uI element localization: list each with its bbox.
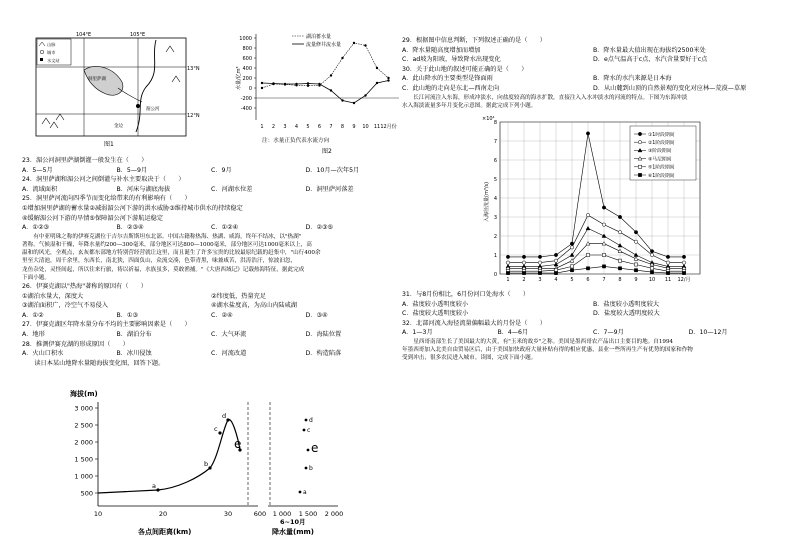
option-row <box>402 84 784 94</box>
fig4-marker <box>538 255 541 258</box>
fig3-point-label: c <box>214 425 218 433</box>
fig4-ytick-label: 0 <box>493 271 497 278</box>
fig2-series-flow-point <box>284 83 286 85</box>
question-stem: 24．洞里萨湖和湄公河之间倒灌与补水主要取决于（ ） <box>22 176 185 184</box>
option: ①湖泊水量大，深度大 <box>22 292 84 300</box>
option-row <box>22 301 400 311</box>
fig3-precip-label: c <box>307 427 311 434</box>
question-stem: 27．伊赛克湖区年降水量分布不均的主要影响因素是（ ） <box>22 321 191 329</box>
option: B．降水的水汽来源是日本海 <box>593 75 672 83</box>
fig4-marker <box>682 271 685 274</box>
option: ④湖水盐度高，为高山内陆咸湖 <box>211 302 297 310</box>
option-row <box>402 46 784 56</box>
option: B．冰川侵蚀 <box>116 350 152 358</box>
fig4-series-line <box>508 244 684 269</box>
option-row <box>22 185 400 195</box>
fig3-xtick-label-right: 1 000 <box>272 510 292 518</box>
map-svg <box>26 32 200 150</box>
fig2-xtick-label: 3 <box>283 124 287 130</box>
fig2-series-storage-point <box>330 74 332 76</box>
fig4-marker <box>618 267 621 270</box>
fig3-precip-point <box>303 429 306 432</box>
fig3-precip-label: a <box>303 489 307 496</box>
option: A．降水量随高度增加而增加 <box>402 46 481 54</box>
fig3-ytick-label: 1 500 <box>74 455 93 464</box>
option: C．②④ <box>211 311 233 319</box>
option-row <box>22 166 400 176</box>
fig4-marker <box>618 243 622 247</box>
city-label: 金边 <box>114 124 123 129</box>
fig2-ytick-label: -400 <box>240 105 252 112</box>
fig2-ytick-label: 0 <box>248 85 252 92</box>
fig4-marker <box>554 253 557 256</box>
altitude-profile <box>98 420 240 493</box>
fig4-ylabel: 入海径流量(m³/s) <box>484 181 490 222</box>
fig2-svg <box>234 28 406 160</box>
fig2-series-storage-point <box>261 87 263 89</box>
fig4-marker <box>634 263 637 266</box>
option: C．河流改道 <box>211 350 247 358</box>
option-row <box>402 74 784 84</box>
option: D．10月—次年5月 <box>305 166 360 174</box>
option: B．5—9月 <box>116 166 148 174</box>
option: D．10—12月 <box>688 329 728 337</box>
fig3-point-label: d <box>222 412 227 420</box>
legend-city: 城市 <box>47 50 56 55</box>
option: B．河床与湖底海拔 <box>116 185 171 193</box>
option: B．降水量最大值出现在海拔约2500米处 <box>593 46 706 54</box>
fig4-marker <box>554 262 558 266</box>
river-mekong <box>136 40 156 132</box>
option: D．②③⑤ <box>305 224 334 232</box>
fig4-series-line <box>508 228 684 266</box>
fig3-point <box>156 488 159 491</box>
option: D．洞里萨河落差 <box>305 185 354 193</box>
fig4-ytick-label: 7 <box>493 138 497 145</box>
fig2-xtick-label: 8 <box>340 124 345 130</box>
fig3-point <box>208 466 211 469</box>
fig4-marker <box>522 271 525 274</box>
fig4-ytick-label: 6 <box>493 157 497 164</box>
option: A．盐度较小透明度较小 <box>402 300 469 308</box>
fig2-series-flow-point <box>376 82 378 84</box>
passage-line: 下面小题。 <box>22 274 50 281</box>
option: B．湖泊分布 <box>116 330 152 338</box>
fig3-xtick-label-right: 2 000 <box>324 510 344 518</box>
fig3-point-label: a <box>152 482 156 490</box>
fig3-point-label: e <box>234 437 242 451</box>
legend-station: 水文站 <box>47 58 60 63</box>
fig4-marker <box>586 226 590 230</box>
fig3-xtick-label-right: 600 <box>253 510 267 518</box>
fig4-marker <box>570 269 573 272</box>
option: A．5—5月 <box>22 166 53 174</box>
fig3-ytick-label: 3 000 <box>74 404 93 413</box>
fig4-marker <box>602 223 605 226</box>
left-questions-block <box>22 156 400 368</box>
question-stem: 29．根据图中信息判断，下列叙述正确的是（ ） <box>402 37 546 44</box>
fig4-marker <box>586 267 589 270</box>
figure-4-chart <box>480 110 710 290</box>
fig3-xtick-label: 10 <box>93 510 103 518</box>
option: B．4—6月 <box>497 329 529 337</box>
fig2-series-flow <box>262 81 389 104</box>
fig4-marker <box>634 257 638 261</box>
fig4-marker <box>538 271 541 274</box>
option: A．①② <box>22 311 44 319</box>
fig4-xtick-label: 6 <box>586 276 590 283</box>
fig3-point-label: b <box>204 460 209 468</box>
option: B．①③ <box>116 311 139 319</box>
fig2-series-flow-point <box>353 102 355 104</box>
option-row <box>22 292 400 302</box>
fig2-series-flow-point <box>295 83 297 85</box>
fig4-xtick-label: 10 <box>648 276 656 283</box>
fig2-xtick-label: 10 <box>362 124 369 130</box>
fig2-series-flow-point <box>341 99 343 101</box>
fig4-marker <box>638 140 641 143</box>
fig4-marker <box>570 253 574 257</box>
fig4-legend-label: ①1时段期间 <box>648 132 675 138</box>
fig4-xtick-label: 1 <box>506 276 510 283</box>
passage-line: 里至大清池，周千余里，东西长，南北狭，四面负山，众流交凑，色带青黑，味兼咸苦，洪涛浩汗，惊波汩忽， <box>22 258 297 265</box>
fig3-xlabel-left: 各点间距离(km) <box>138 528 192 536</box>
fig2-ytick-label: 400 <box>242 65 252 72</box>
question-stem: 31．与8月份相比，6月份河口处海水（ ） <box>402 290 530 298</box>
fig4-legend-label: ③阶段期间 <box>648 149 672 155</box>
fig4-marker <box>634 230 637 233</box>
fig4-marker <box>554 259 557 262</box>
fig4-series-line <box>508 215 684 263</box>
fig2-series-storage-point <box>376 67 378 69</box>
fig2-series-flow-point <box>272 82 274 84</box>
question-stem: 25．洞里萨河流向四季节而变化给带来的有利影响有（ ） <box>22 195 191 203</box>
fig3-xtick-label: 30 <box>223 510 233 518</box>
fig4-marker <box>602 265 605 268</box>
fig4-ytick-label: 5 <box>493 176 497 183</box>
fig3-precip-point <box>307 449 310 452</box>
fig3-ytick-label: 2 000 <box>74 438 93 447</box>
fig4-marker <box>538 261 541 264</box>
lake-label: 洞里萨湖 <box>88 77 106 82</box>
question-stem: 30．关于此山地的叙述可能正确的是（ ） <box>402 65 528 73</box>
fig3-svg <box>68 388 378 546</box>
option: C．9月 <box>211 166 232 174</box>
fig2-ytick-label: 800 <box>242 45 252 52</box>
fig4-marker <box>638 165 641 168</box>
fig4-marker <box>682 255 685 258</box>
fig4-xtick-label: 12/月 <box>677 276 691 283</box>
fig4-marker <box>666 255 669 258</box>
fig4-xtick-label: 9 <box>634 276 638 283</box>
fig2-series-storage-point <box>341 57 343 59</box>
fig2-series-flow-point <box>364 94 366 96</box>
fig2-ytick-label: -200 <box>240 95 252 102</box>
option: C．7—9月 <box>593 329 624 337</box>
fig3-ytick-label: 1 000 <box>74 472 93 481</box>
fig4-marker <box>522 255 525 258</box>
fig3-precip-label: b <box>309 465 313 472</box>
fig3-xtick-label: 20 <box>158 510 168 518</box>
legend-mountain: 山脉 <box>47 42 56 47</box>
option-row <box>22 311 400 321</box>
lon-label-2: 105°E <box>130 32 146 38</box>
fig2-series-storage-point <box>364 44 366 46</box>
fig4-marker <box>638 132 641 135</box>
question-stem: 26．伊赛克湖以"热海"著称的原因有（ ） <box>22 282 147 290</box>
fig2-series-flow-point <box>318 83 320 85</box>
fig1-caption: 图1 <box>104 141 114 148</box>
fig4-yunit: ×10⁴ <box>482 115 495 122</box>
option: A．①②③ <box>22 224 50 232</box>
fig4-marker <box>570 265 573 268</box>
option-row <box>22 349 400 359</box>
fig4-ytick-label: 3 <box>493 214 497 221</box>
option: ①增加洞里萨湖的蓄水量②减弱湄公河下游的洪水威胁③维持城市供水的持续稳定 <box>22 204 243 212</box>
figure-3-chart <box>68 388 378 546</box>
fig4-marker <box>586 132 589 135</box>
fig4-ytick-label: 2 <box>493 233 497 240</box>
option: A．火山口积水 <box>22 350 64 358</box>
fig4-legend-label: ⑥1阶段期间 <box>648 173 675 179</box>
passage-issyk-kul <box>22 233 400 282</box>
fig2-xtick-label: 4 <box>294 124 299 130</box>
fig2-ytick-label: 200 <box>242 75 252 82</box>
fig3-precip-point <box>305 419 308 422</box>
fig3-ylabel: 海拔(m) <box>70 390 98 398</box>
option: C．河湖水位差 <box>211 185 253 193</box>
fig4-marker <box>666 261 669 264</box>
option: A．此山降水的主要类型是锋面雨 <box>402 75 493 83</box>
fig4-marker <box>650 270 653 273</box>
question-stem: 32．北部河流入海径流量偏幅最大的月份是（ ） <box>402 319 546 327</box>
fig4-ytick-label: 1 <box>493 252 497 259</box>
fig4-legend-label: ②1阶段期间 <box>648 140 675 146</box>
fig3-ytick-label: 2 500 <box>74 421 93 430</box>
passage-line: 受到冲击，很多农民进入城市。读图，完成下面小题。 <box>402 355 537 362</box>
right-column <box>402 36 784 363</box>
fig2-xtick-label: 9 <box>352 124 356 130</box>
passage-yangtze <box>402 94 784 110</box>
passage-mexico <box>402 338 784 363</box>
fig4-marker <box>570 246 573 249</box>
fig4-legend-label: ⑤1阶段期间 <box>648 165 675 171</box>
fig3-precip-point <box>299 491 302 494</box>
option-row <box>22 223 400 233</box>
fig4-marker <box>618 215 621 218</box>
lat-label-1: 13°N <box>187 66 200 72</box>
fig4-legend-label: ④马尼期间 <box>648 157 672 163</box>
passage-line: 水入海淡流量多年月变化示意图。据此完成下列小题。 <box>402 102 537 109</box>
option: B．盐度较小透明度较大 <box>593 300 660 308</box>
fig4-xtick-label: 2 <box>522 276 526 283</box>
option: A．流域面积 <box>22 185 58 193</box>
fig4-xtick-label: 3 <box>538 276 542 283</box>
fig4-marker <box>554 271 557 274</box>
passage-line: 长江河流注入东海，形成冲淡水，向盐度较高的海水扩散，直接注入入水冲淡水的河流的特点。下图为东海冲淡 <box>402 94 688 101</box>
fig4-marker <box>666 271 669 274</box>
fig3-ytick-label: 500 <box>80 489 93 498</box>
fig3-xlabel-right: 降水量(mm) <box>272 528 314 536</box>
question-list-4 <box>402 290 784 338</box>
option-row <box>22 330 400 340</box>
fig2-ytick-label: 600 <box>242 55 252 62</box>
fig4-marker <box>602 253 605 256</box>
fig3-point <box>218 431 221 434</box>
question-stem: 28．推测伊赛克湖的形成原因（ ） <box>22 340 129 348</box>
option: C．①②④ <box>211 224 239 232</box>
fig2-legend-2: 流量修井流水量 <box>306 42 342 48</box>
option: D．盐度较大透明度较大 <box>593 310 660 318</box>
intro-fig3: 读日本某山地降水量随海拔变化图，回答下题。 <box>22 359 165 367</box>
fig4-xtick-label: 4 <box>554 276 558 283</box>
fig4-series-line <box>508 266 684 273</box>
option: D．e点气温高于c点，水汽含量要好于c点 <box>593 56 708 64</box>
fig2-series-flow-point <box>330 89 332 91</box>
fig4-marker <box>638 173 641 176</box>
option: D．海陆位置 <box>305 330 342 338</box>
city-marker <box>136 104 140 108</box>
fig4-xtick-label: 7 <box>602 276 606 283</box>
fig4-marker <box>618 230 621 233</box>
fig4-ytick-label: 8 <box>493 119 497 126</box>
fig2-xtick-label: 11 <box>373 124 381 130</box>
passage-line: 年墨西哥加入北美自由贸易区后，由于美国加快政府大量补贴有得的相应优惠，县业一些所再生产有优势的国家和作物 <box>402 347 693 354</box>
question-list-2 <box>22 282 400 359</box>
fig4-ytick-label: 4 <box>493 195 497 202</box>
fig2-xtick-label: 2 <box>271 124 276 130</box>
fig3-xlabel-right-sub: 6~10月 <box>280 518 306 526</box>
figure-2-chart <box>234 28 406 160</box>
fig4-marker <box>586 253 589 256</box>
passage-line: 温和的风光，全观点，玄灰都东部地方特别营经营就让这里，而且诞生了许多宝贵的比较最原纪载的赶集中，"山行400余 <box>22 250 321 257</box>
fig2-ylabel: 水量/亿m³ <box>236 66 242 90</box>
fig3-point <box>226 418 229 421</box>
fig4-marker <box>506 271 509 274</box>
fig4-marker <box>506 261 509 264</box>
river-label: 湄公河 <box>146 107 160 112</box>
fig4-marker <box>586 213 589 216</box>
fig4-svg <box>480 110 710 290</box>
option: ②纬度低，热量充足 <box>211 292 267 300</box>
option: C．盐度较大透明度较小 <box>402 310 469 318</box>
fig4-marker <box>634 240 637 243</box>
option: ④缓解湄公河下游的旱情⑤保障湄公河下游航运稳定 <box>22 214 164 222</box>
fig2-xtick-label: 6 <box>317 124 322 130</box>
fig2-ytick-label: 1000 <box>239 35 252 42</box>
fig3-xtick-label-right: 1 500 <box>298 510 318 518</box>
option: A．地形 <box>22 330 45 338</box>
fig2-xtick-label: 12月份 <box>380 124 397 130</box>
option: D．构造陷落 <box>305 350 342 358</box>
fig4-marker <box>634 269 637 272</box>
fig2-series-storage-point <box>307 85 309 87</box>
passage-line: 著称。气候湿和干燥，年降水量约200—300毫米，部分地区可达800—1000毫米，部分地区可达1000毫米以上，高 <box>22 241 312 248</box>
fig4-xtick-label: 8 <box>618 276 622 283</box>
option: A．1—3月 <box>402 329 433 337</box>
question-list-3 <box>402 36 784 94</box>
passage-line: 有中亚明珠之称的伊赛克湖位于吉尔吉斯斯坦东北部。中国古籍称热海、热湖、咸海，终年不结冰，以"热湖" <box>22 233 302 240</box>
fig4-marker <box>522 261 525 264</box>
lon-label-1: 104°E <box>76 32 92 38</box>
option: B．②③④ <box>116 224 144 232</box>
fig2-series-storage-point <box>353 42 355 44</box>
option-row <box>402 328 784 338</box>
option: ③湖泊面积广，冷空气不易侵入 <box>22 302 108 310</box>
fig4-marker <box>618 259 621 262</box>
fig3-precip-label: e <box>311 441 319 455</box>
passage-line: 星西哥南部生长了美国最大的大黄，有"玉米的故乡"之称。美国是墨西哥农产品出口主要目的地。自1994 <box>402 338 674 345</box>
fig2-caption: 图2 <box>322 148 332 155</box>
option: C．此山地的走向是东北—西南走向 <box>402 84 500 92</box>
fig4-marker <box>682 261 685 264</box>
fig4-marker <box>634 253 638 257</box>
fig4-marker <box>602 206 605 209</box>
option-row <box>402 300 784 310</box>
fig4-marker <box>650 253 653 256</box>
fig2-xtick-label: 5 <box>306 124 310 130</box>
question-stem: 23．湄公河洞里萨湖倒灌一般发生在（ ） <box>22 157 148 164</box>
fig2-xtick-label: 7 <box>329 124 333 130</box>
passage-line: 龙鱼杂处，灵怪间起，所以往来行旅，祷以祈福，水族虽多，莫敢渔捕。"《大唐西域记》记载热海特征，据此完成 <box>22 266 305 273</box>
fig4-xtick-label: 5 <box>570 276 574 283</box>
fig4-marker <box>602 234 606 238</box>
figure-1-map <box>26 32 200 150</box>
option: D．③④ <box>305 311 328 319</box>
fig4-marker <box>650 267 653 270</box>
fig3-precip-point <box>305 467 308 470</box>
option: C．ad坡为阳坡，导致降水出现变化 <box>402 56 501 64</box>
fig2-note: 注：水量正负代表水流方向 <box>262 138 330 144</box>
fig4-marker <box>650 249 653 252</box>
fig4-marker <box>506 255 509 258</box>
option-row <box>402 309 784 319</box>
option: C．大气环流 <box>211 330 247 338</box>
lat-label-2: 12°N <box>187 113 200 119</box>
fig2-legend-1: 湖泊蓄水量 <box>306 34 332 40</box>
fig2-xtick-label: 1 <box>260 124 264 130</box>
question-list-1 <box>22 156 400 233</box>
option-row <box>402 55 784 65</box>
fig4-xtick-label: 11 <box>664 276 672 283</box>
option: D．从山麓到山顶的自然景观的变化对应林—荒漠—草原 <box>593 84 747 92</box>
fig4-marker <box>618 249 622 253</box>
fig2-series-flow-point <box>387 79 389 81</box>
fig2-series-flow-point <box>261 82 263 84</box>
fig2-series-storage-point <box>387 77 389 79</box>
fig2-series-storage <box>262 43 389 88</box>
fig2-series-flow-point <box>307 82 309 84</box>
fig3-precip-label: d <box>309 417 313 424</box>
